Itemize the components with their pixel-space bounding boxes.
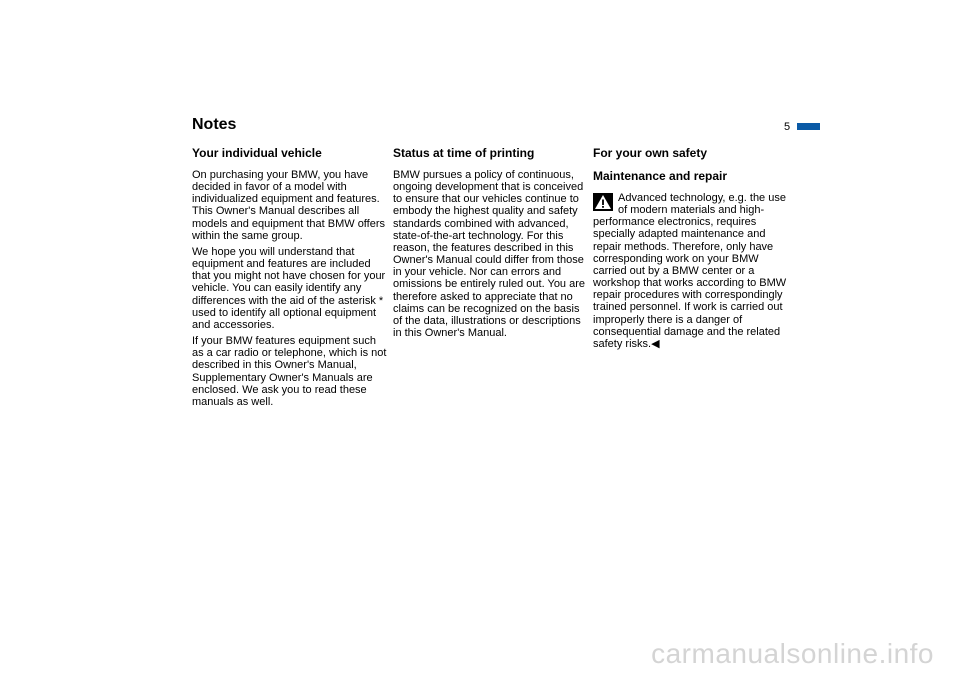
- section-heading-own-safety: For your own safety: [593, 146, 708, 160]
- watermark: carmanualsonline.info: [651, 638, 934, 669]
- subheading-maintenance-repair: Maintenance and repair: [593, 169, 728, 183]
- paragraph: On purchasing your BMW, you have decided in favor of a model with individualized equipment and features. This Owner's Manual describes all models and equipment that BMW offers within the same group.: [192, 169, 386, 242]
- column-individual-vehicle: [192, 146, 388, 412]
- page-title: Notes: [192, 116, 237, 133]
- page-number: 5: [784, 121, 791, 133]
- section-heading-individual-vehicle: Your individual vehicle: [192, 146, 322, 160]
- column-own-safety: [593, 146, 789, 350]
- paragraph: BMW pursues a policy of continuous, ongoing development that is conceived to ensure that our vehicles continue to embody the highest quality and safety standards combined with advanced, state-of-the-art technology. For this reason, the features described in this Owner's Manual could differ from those in your vehicle. Nor can errors and omissions be entirely ruled out. You are therefore asked to appreciate that no claims can be recognized on the basis of the data, illustrations or descriptions in this Owner's Manual.: [393, 169, 586, 340]
- warning-notice: [593, 192, 789, 350]
- warning-text: Advanced technology, e.g. the use of modern materials and high-performance electronics, requires specially adapted maintenance and repair methods. Therefore, only have corresponding work on your BMW carried out by a BMW center or a workshop that works according to BMW repair procedures with correspondingly trained personnel. If work is carried out improperly there is a danger of consequential damage and the related safety risks.◀: [593, 192, 787, 350]
- column-status-printing: [393, 146, 589, 343]
- paragraph: If your BMW features equipment such as a car radio or telephone, which is not described in this Owner's Manual, Supplementary Owner's Manuals are enclosed. We ask you to read these manuals as well.: [192, 335, 387, 408]
- warning-triangle-icon: [593, 193, 613, 211]
- section-heading-status-printing: Status at time of printing: [393, 146, 535, 160]
- paragraph: We hope you will understand that equipment and features are included that you might not have chosen for your vehicle. You can easily identify any differences with the aid of the asterisk * used to identify all optional equipment and accessories.: [192, 245, 386, 331]
- page-tab-marker: [797, 123, 820, 130]
